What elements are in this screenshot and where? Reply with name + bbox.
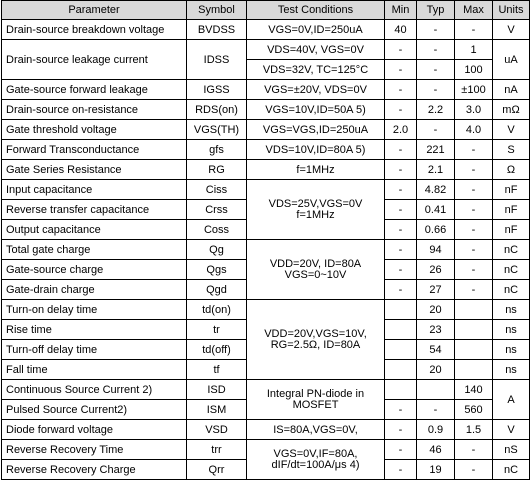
unit-cell: nC: [493, 260, 530, 280]
header-symbol: Symbol: [187, 1, 247, 20]
max-cell: -: [455, 200, 493, 220]
condition-cell: [247, 380, 385, 420]
min-cell: [385, 380, 417, 400]
param-cell: Reverse Recovery Time: [2, 440, 187, 460]
typ-cell: 4.82: [417, 180, 455, 200]
typ-cell: 0.41: [417, 200, 455, 220]
min-cell: [385, 320, 417, 340]
typ-cell: [417, 380, 455, 400]
condition-cell: IS=80A,VGS=0V,: [247, 420, 385, 440]
min-cell: -: [385, 240, 417, 260]
symbol-cell: Qgs: [187, 260, 247, 280]
symbol-cell: RDS(on): [187, 100, 247, 120]
symbol-cell: tf: [187, 360, 247, 380]
unit-cell: V: [493, 420, 530, 440]
symbol-cell: Qrr: [187, 460, 247, 480]
condition-cell: VDS=10V,ID=80A 5): [247, 140, 385, 160]
param-cell: Forward Transconductance: [2, 140, 187, 160]
symbol-cell: ISD: [187, 380, 247, 400]
unit-cell: Ω: [493, 160, 530, 180]
table-row: [2, 420, 530, 440]
typ-cell: 221: [417, 140, 455, 160]
unit-cell: nF: [493, 180, 530, 200]
condition-line: MOSFET: [292, 398, 339, 411]
param-cell: Gate-drain charge: [2, 280, 187, 300]
typ-cell: -: [417, 40, 455, 60]
typ-cell: 94: [417, 240, 455, 260]
condition-line: VDS=25V,VGS=0V: [268, 197, 363, 210]
param-cell: Gate-source forward leakage: [2, 80, 187, 100]
min-cell: -: [385, 60, 417, 80]
header-typ: Typ: [417, 1, 455, 20]
param-cell: Gate-source charge: [2, 260, 187, 280]
symbol-cell: VSD: [187, 420, 247, 440]
symbol-cell: RG: [187, 160, 247, 180]
table-row: [2, 20, 530, 40]
max-cell: [455, 340, 493, 360]
param-cell: Gate Series Resistance: [2, 160, 187, 180]
symbol-cell: Qgd: [187, 280, 247, 300]
param-cell: Fall time: [2, 360, 187, 380]
max-cell: 100: [455, 60, 493, 80]
param-cell: Continuous Source Current 2): [2, 380, 187, 400]
max-cell: 560: [455, 400, 493, 420]
max-cell: -: [455, 460, 493, 480]
min-cell: -: [385, 180, 417, 200]
header-test-conditions: Test Conditions: [247, 1, 385, 20]
param-cell: Gate threshold voltage: [2, 120, 187, 140]
symbol-cell: gfs: [187, 140, 247, 160]
typ-cell: 2.1: [417, 160, 455, 180]
condition-cell: VGS=10V,ID=50A 5): [247, 100, 385, 120]
min-cell: -: [385, 80, 417, 100]
min-cell: -: [385, 160, 417, 180]
param-cell: Pulsed Source Current2): [2, 400, 187, 420]
min-cell: -: [385, 220, 417, 240]
min-cell: -: [385, 40, 417, 60]
param-cell: Diode forward voltage: [2, 420, 187, 440]
min-cell: 40: [385, 20, 417, 40]
symbol-cell: tr: [187, 320, 247, 340]
typ-cell: -: [417, 20, 455, 40]
max-cell: [455, 360, 493, 380]
max-cell: -: [455, 260, 493, 280]
param-cell: Input capacitance: [2, 180, 187, 200]
unit-cell: nS: [493, 440, 530, 460]
typ-cell: 19: [417, 460, 455, 480]
condition-cell: VGS=VGS,ID=250uA: [247, 120, 385, 140]
typ-cell: -: [417, 400, 455, 420]
header-row: [2, 1, 530, 20]
unit-cell: nC: [493, 460, 530, 480]
table-row: [2, 380, 530, 400]
condition-cell: [247, 180, 385, 240]
condition-line: RG=2.5Ω, ID=80A: [270, 338, 361, 351]
max-cell: 3.0: [455, 100, 493, 120]
typ-cell: 54: [417, 340, 455, 360]
table-row: [2, 120, 530, 140]
symbol-cell: Crss: [187, 200, 247, 220]
min-cell: -: [385, 260, 417, 280]
min-cell: [385, 300, 417, 320]
max-cell: -: [455, 220, 493, 240]
typ-cell: 20: [417, 300, 455, 320]
min-cell: -: [385, 140, 417, 160]
header-min: Min: [385, 1, 417, 20]
symbol-cell: BVDSS: [187, 20, 247, 40]
min-cell: [385, 340, 417, 360]
unit-cell: mΩ: [493, 100, 530, 120]
table-row: [2, 80, 530, 100]
max-cell: 1.5: [455, 420, 493, 440]
max-cell: [455, 320, 493, 340]
symbol-cell: VGS(TH): [187, 120, 247, 140]
unit-cell: nA: [493, 80, 530, 100]
table-row: [2, 40, 530, 60]
param-cell: Drain-source on-resistance: [2, 100, 187, 120]
condition-line: VGS=0V,IF=80A,: [273, 447, 358, 460]
typ-cell: 2.2: [417, 100, 455, 120]
table-row: [2, 140, 530, 160]
typ-cell: 26: [417, 260, 455, 280]
electrical-characteristics-table: [1, 0, 530, 480]
min-cell: -: [385, 440, 417, 460]
typ-cell: 46: [417, 440, 455, 460]
unit-cell: uA: [493, 40, 530, 80]
min-cell: -: [385, 280, 417, 300]
param-cell: Reverse transfer capacitance: [2, 200, 187, 220]
table-row: [2, 160, 530, 180]
header-max: Max: [455, 1, 493, 20]
condition-cell: VGS=±20V, VDS=0V: [247, 80, 385, 100]
unit-cell: V: [493, 120, 530, 140]
typ-cell: 0.66: [417, 220, 455, 240]
symbol-cell: Qg: [187, 240, 247, 260]
condition-cell: VDS=40V, VGS=0V: [247, 40, 385, 60]
condition-line: VDD=20V,VGS=10V,: [264, 327, 367, 340]
table-row: [2, 300, 530, 320]
table-row: [2, 180, 530, 200]
condition-line: VDD=20V, ID=80A: [269, 257, 362, 270]
table-row: [2, 440, 530, 460]
condition-line: f=1MHz: [296, 208, 335, 221]
symbol-cell: td(off): [187, 340, 247, 360]
unit-cell: V: [493, 20, 530, 40]
max-cell: -: [455, 20, 493, 40]
param-cell: Turn-on delay time: [2, 300, 187, 320]
max-cell: 140: [455, 380, 493, 400]
max-cell: 1: [455, 40, 493, 60]
max-cell: 4.0: [455, 120, 493, 140]
typ-cell: -: [417, 60, 455, 80]
param-cell: Rise time: [2, 320, 187, 340]
unit-cell: nF: [493, 200, 530, 220]
typ-cell: 20: [417, 360, 455, 380]
param-cell: Reverse Recovery Charge: [2, 460, 187, 480]
symbol-cell: td(on): [187, 300, 247, 320]
condition-line: Integral PN-diode in: [266, 387, 365, 400]
min-cell: [385, 360, 417, 380]
max-cell: -: [455, 440, 493, 460]
unit-cell: ns: [493, 300, 530, 320]
unit-cell: nC: [493, 280, 530, 300]
condition-line: dIF/dt=100A/μs 4): [271, 458, 360, 471]
unit-cell: S: [493, 140, 530, 160]
table-row: [2, 100, 530, 120]
min-cell: -: [385, 200, 417, 220]
condition-cell: f=1MHz: [247, 160, 385, 180]
symbol-cell: IDSS: [187, 40, 247, 80]
typ-cell: 0.9: [417, 420, 455, 440]
typ-cell: -: [417, 80, 455, 100]
param-cell: Turn-off delay time: [2, 340, 187, 360]
max-cell: -: [455, 140, 493, 160]
param-cell: Drain-source breakdown voltage: [2, 20, 187, 40]
unit-cell: ns: [493, 360, 530, 380]
condition-cell: [247, 300, 385, 380]
symbol-cell: Ciss: [187, 180, 247, 200]
unit-cell: nF: [493, 220, 530, 240]
max-cell: ±100: [455, 80, 493, 100]
max-cell: -: [455, 280, 493, 300]
max-cell: -: [455, 180, 493, 200]
condition-cell: VDS=32V, TC=125°C: [247, 60, 385, 80]
symbol-cell: IGSS: [187, 80, 247, 100]
symbol-cell: ISM: [187, 400, 247, 420]
typ-cell: 23: [417, 320, 455, 340]
condition-line: VGS=0~10V: [284, 268, 347, 281]
typ-cell: 27: [417, 280, 455, 300]
condition-cell: [247, 240, 385, 300]
header-parameter: Parameter: [2, 1, 187, 20]
unit-cell: nC: [493, 240, 530, 260]
typ-cell: -: [417, 120, 455, 140]
param-cell: Drain-source leakage current: [2, 40, 187, 80]
condition-cell: VGS=0V,ID=250uA: [247, 20, 385, 40]
symbol-cell: trr: [187, 440, 247, 460]
param-cell: Output capacitance: [2, 220, 187, 240]
max-cell: [455, 300, 493, 320]
unit-cell: ns: [493, 340, 530, 360]
min-cell: -: [385, 100, 417, 120]
header-units: Units: [493, 1, 530, 20]
min-cell: -: [385, 420, 417, 440]
symbol-cell: Coss: [187, 220, 247, 240]
param-cell: Total gate charge: [2, 240, 187, 260]
unit-cell: ns: [493, 320, 530, 340]
max-cell: -: [455, 240, 493, 260]
min-cell: -: [385, 460, 417, 480]
min-cell: -: [385, 400, 417, 420]
min-cell: 2.0: [385, 120, 417, 140]
table-row: [2, 240, 530, 260]
max-cell: -: [455, 160, 493, 180]
unit-cell: A: [493, 380, 530, 420]
